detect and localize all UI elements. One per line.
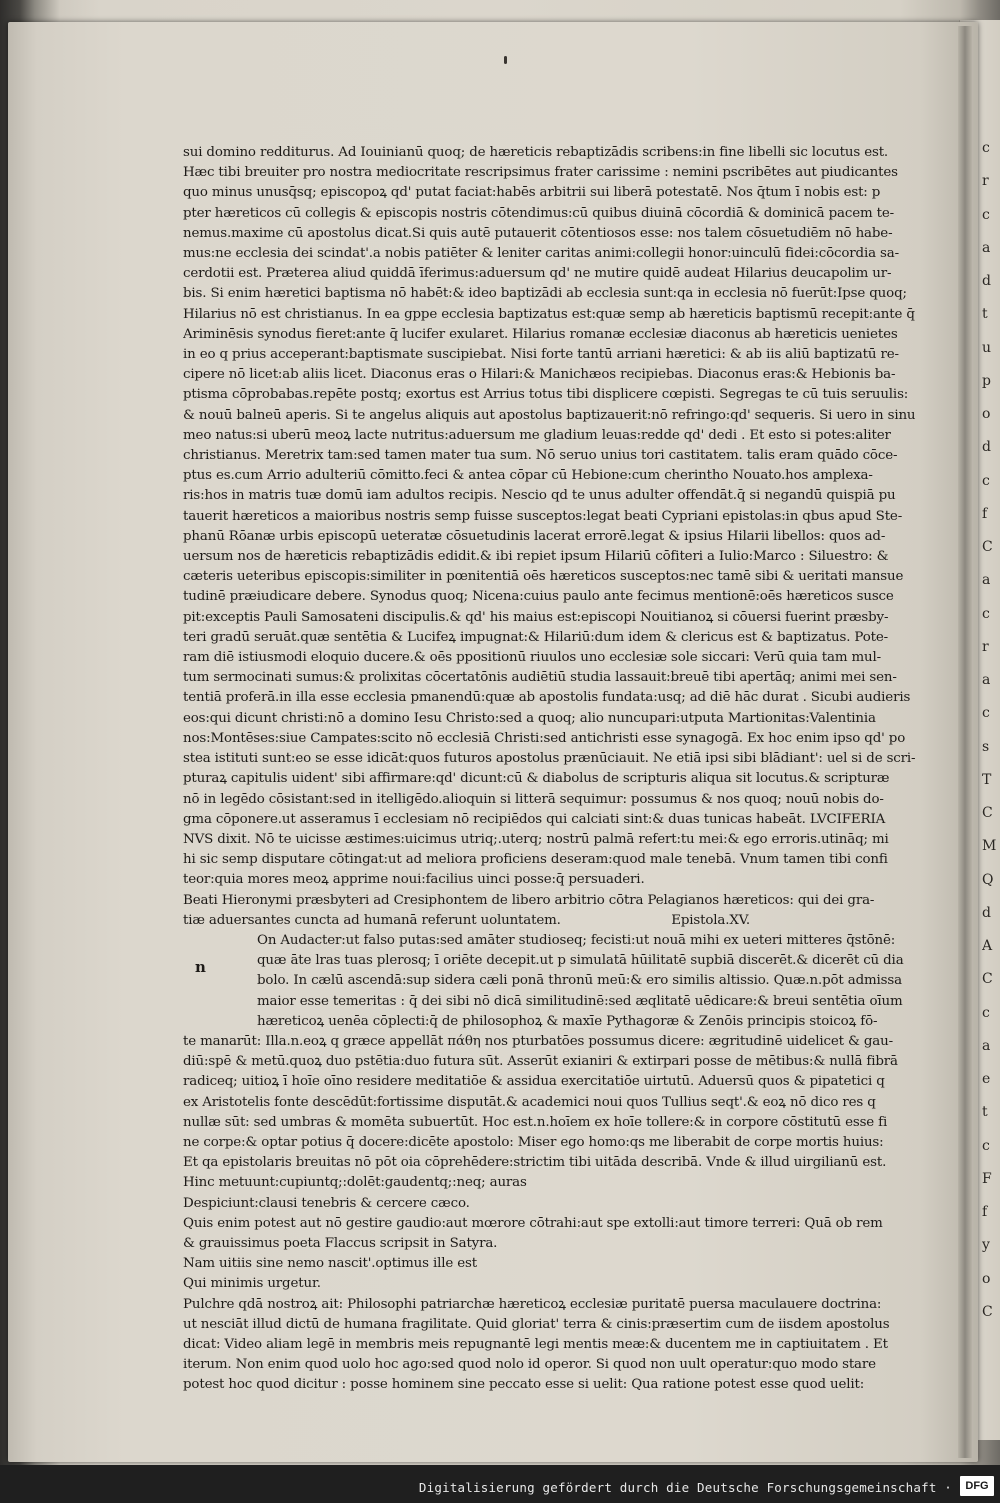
margin-letter: e xyxy=(982,1071,991,1087)
margin-letter: o xyxy=(982,406,991,422)
text-line: potest hoc quod dicitur : posse hominem sine peccato esse si uelit: Qua ratione potest esse quod uelit: xyxy=(183,1377,865,1393)
text-line: cerdotii est. Præterea aliud quiddā īferimus:aduersum qd' ne mutire quidē audeat Hilarius deucapolim ur- xyxy=(183,266,892,282)
epistola-label: Epistola.XV. xyxy=(671,912,750,928)
text-line: te manarūt: Illa.n.eoꝝ q græce appellāt πάθη nos pturbatōes possumus dicere: ægritudinē uidelicet & gau- xyxy=(183,1033,893,1049)
book-gutter xyxy=(958,26,972,1458)
margin-letter: c xyxy=(982,140,990,156)
text-line: Pulchre qdā nostroꝝ ait: Philosophi patriarchæ hæreticoꝝ ecclesiæ puritatē puersa maculauere doctrina: xyxy=(183,1296,882,1312)
text-line: uersum nos de hæreticis rebaptizādis edidit.& ibi repiet ipsum Hilariū cōfiteri a Iulio:Marco : Siluestro: & xyxy=(183,549,889,565)
margin-letter: r xyxy=(982,638,989,655)
margin-letter: T xyxy=(982,771,992,788)
text-line: Ariminēsis synodus fieret:ante q̄ lucifer exularet. Hilarius romanæ ecclesiæ diaconus ab hæreticis uenietes xyxy=(183,326,898,342)
text-line: in eo q prius acceperant:baptismate suscipiebat. Nisi forte tantū arriani hæretici: & ab iis aliū baptizatū re- xyxy=(183,347,899,363)
margin-letter: a xyxy=(982,1037,991,1054)
dfg-logo-text: DFG xyxy=(965,1480,989,1492)
text-line: radiceq; uitioꝝ ī hoīe oīno residere meditatiōe & assidua exercitatiōe uirtutū. Aduersū quos & pipatetici q xyxy=(183,1074,885,1090)
text-line: tum sermocinati sumus:& prolixitas cōcertatōnis audiētiū studia lassauit:breuē tibi apertāq; animi mei sen- xyxy=(183,670,897,686)
margin-letter: C xyxy=(982,971,993,988)
footer-bar xyxy=(0,1465,1000,1503)
chapter-heading-line-1: Beati Hieronymi præsbyteri ad Cresiphontem de libero arbitrio cōtra Pelagianos hæreticos: qui dei gra- xyxy=(183,892,875,908)
text-line: Despiciunt:clausi tenebris & cercere cæco. xyxy=(183,1195,470,1211)
text-line: nemus.maxime cū apostolus dicat.Si quis autē putauerit cōtentiosos esse: nos talem cōsuetudiēm nō habe- xyxy=(183,225,893,241)
margin-letter: d xyxy=(982,439,991,456)
margin-letter: o xyxy=(982,1270,991,1287)
text-line: ut nesciāt illud dictū de humana fragilitate. Quid gloriat' terra & cinis:præsertim cum de iisdem apostolus xyxy=(183,1316,890,1332)
text-line: Hæc tibi breuiter pro nostra mediocritate rescripsimus frater carissime : nemini pscribētes aut piudicantes xyxy=(183,165,898,181)
text-line: Quis enim potest aut nō gestire gaudio:aut mœrore cōtrahi:aut spe extolli:aut timore terreri: Quā ob rem xyxy=(183,1215,883,1231)
margin-letter: F xyxy=(982,1170,992,1187)
text-line: stea istituti sunt:eo se esse idicāt:quos futuros apostolus prænūciauit. Ne etiā ipsi sibi blādiant': uel si de scri- xyxy=(183,751,915,767)
margin-letter: C xyxy=(982,539,993,555)
text-line: teor:quia mores meoꝝ apprime noui:facilius uinci posse:q̄ persuaderi. xyxy=(183,872,645,888)
main-paragraph xyxy=(183,143,915,891)
text-line: NVS dixit. Nō te uicisse æstimes:uicimus utriq;.uterq; nostrū palmā refert:tu mei:& ego erroris.utināq; mi xyxy=(183,831,889,847)
initial-letter-placeholder: n xyxy=(195,957,206,976)
margin-letter: c xyxy=(982,605,990,622)
text-line: ram diē istiusmodi eloquio ducere.& oēs ppositionū riuulos uno ecclesiæ sole siccari: Verū quia tam mul- xyxy=(183,650,882,666)
text-line: iterum. Non enim quod uolo hoc ago:sed quod nolo id operor. Si quod non uult operatur:quo modo stare xyxy=(183,1357,876,1373)
margin-letter: M xyxy=(982,838,997,855)
text-line: quo minus unusq̄sq; episcopoꝝ qd' putat faciat:habēs arbitrii sui liberā potestatē. Nos q̄tum ī nobis est: p xyxy=(183,185,881,201)
text-line: nō in legēdo cōsistant:sed in itelligēdo.alioquin si litterā sequimur: possumus & nos quoq; nouū nobis do- xyxy=(183,791,884,807)
text-line: cipere nō licet:ab aliis licet. Diaconus eras o Hilari:& Manichæos recipiebas. Diaconus eras:& Hebionis ba- xyxy=(183,367,896,383)
margin-letter: t xyxy=(982,306,988,323)
text-line: nos:Montēses:siue Campates:scito nō ecclesiā Christi:sed antichristi esse synagogā. Ex hoc enim ipso qd' po xyxy=(183,730,906,746)
text-line: ex Aristotelis fonte descēdūt:fortissime disputāt.& academici noui quos Tullius seqt'.& eoꝝ nō dico res q xyxy=(183,1094,876,1110)
margin-letter: a xyxy=(982,239,991,256)
text-line: tudinē præiudicare debere. Synodus quoq; Nicena:cuius paulo ante fecimus mentionē:oēs hæreticos susce xyxy=(183,589,894,605)
text-line: pturaꝝ capitulis uident' sibi affirmare:qd' dicunt:cū & diabolus de scripturis aliqua sit locutus.& scripturæ xyxy=(183,771,890,787)
text-line: dicat: Video aliam legē in membris meis repugnantē legi mentis meæ:& ducentem me in captiuitatem . Et xyxy=(183,1336,888,1352)
text-line: nullæ sūt: sed umbras & momēta subuertūt. Hoc est.n.hoīem ex hoīe tollere:& in corpore cōstitutū esse fi xyxy=(183,1114,888,1130)
margin-letter: c xyxy=(982,1004,990,1021)
text-line: Hinc metuunt:cupiuntq;:dolēt:gaudentq;:neq; auras xyxy=(183,1175,527,1191)
margin-letter: u xyxy=(982,339,992,356)
text-line: gma cōponere.ut asseramus ī ecclesiam nō recipiēdos qui calciati sint:& duas tunicas habeāt. LVCIFERIA xyxy=(183,811,886,827)
margin-letter: f xyxy=(982,1204,988,1220)
text-line: eos:qui dicunt christi:nō a domino Iesu Christo:sed a quoq; alio nuncupari:utputa Martionitas:Valentinia xyxy=(183,710,876,726)
margin-letter: r xyxy=(982,173,989,190)
margin-letter: t xyxy=(982,1104,988,1121)
text-line: bis. Si enim hæretici baptisma nō habēt:& ideo baptizādi ab ecclesia sunt:qa in ecclesia nō fuerūt:Ipse quoq; xyxy=(183,286,907,302)
margin-letter: d xyxy=(982,904,991,921)
margin-letter: C xyxy=(982,805,993,821)
margin-letter: y xyxy=(982,1237,990,1254)
indented-text-line: maior esse temeritas : q̄ dei sibi nō dicā similitudinē:sed æqlitatē uēdicare:& breui sentētia oīum xyxy=(257,993,903,1009)
margin-letter: C xyxy=(982,1303,993,1320)
text-line: tentiā proferā.in illa esse ecclesia pmanendū:quæ ab apostolis fundata:usq; ad diē hāc durat . Sicubi audieris xyxy=(183,690,911,706)
text-line: Qui minimis urgetur. xyxy=(183,1276,321,1292)
margin-letter: s xyxy=(982,738,990,755)
margin-letter: Q xyxy=(982,871,994,888)
indented-text-line: bolo. In cælū ascendā:sup sidera cæli ponā thronū meū:& ero similis altissio. Quæ.n.pōt admissa xyxy=(257,973,902,989)
margin-letter: a xyxy=(982,672,991,688)
facing-page-margin-letters xyxy=(982,140,1000,1320)
text-line: & nouū balneū aperis. Si te angelus aliquis aut apostolus baptizauerit:nō refringo:qd' sequeris. Si uero in sinu xyxy=(183,407,915,423)
margin-letter: c xyxy=(982,1137,990,1154)
dfg-logo xyxy=(960,1476,994,1496)
text-line: hi sic semp disputare cōtingat:ut ad meliora proficiens deseram:quod male tenebā. Vnum tamen tibi confi xyxy=(183,852,888,868)
text-line: pter hæreticos cū collegis & episcopis nostris cōtendimus:cū quibus diuinā cōcordiā & dominicā pacem te- xyxy=(183,205,895,221)
text-line: ris:hos in matris tuæ domū iam adultos recipis. Nescio qd te unus adulter offendāt.q̄ si negandū quispiā pu xyxy=(183,488,896,504)
text-line: ne corpe:& optar potius q̄ docere:dicēte apostolo: Miser ego homo:qs me liberabit de corpe mortis huius: xyxy=(183,1134,884,1150)
indented-text-line: On Audacter:ut falso putas:sed amāter studioseq; fecisti:ut nouā mihi ex ueteri mitteres q̄stōnē: xyxy=(257,932,896,948)
page-text xyxy=(183,143,915,1396)
margin-letter: c xyxy=(982,206,990,223)
margin-letter: p xyxy=(982,372,991,389)
text-line: mus:ne ecclesia dei scindat'.a nobis patiēter & leniter caritas animi:collegii honor:uinculū fidei:cōcordia sa- xyxy=(183,246,899,262)
text-line: ptisma cōprobabas.repēte postq; exortus est Arrius totus tibi displicere cœpisti. Segregas te cū tuis seruulis: xyxy=(183,387,909,403)
text-line: meo natus:si uberū meoꝝ lacte nutritus:aduersum me gladium leuas:redde qd' dedi . Et esto si potes:aliter xyxy=(183,427,891,443)
text-line: Hilarius nō est christianus. In ea gppe ecclesia baptizatus est:quæ semp ab hæreticis baptismū recepit:ante q̄ xyxy=(183,306,915,322)
heading-subtitle: tiæ aduersantes cuncta ad humanā referunt uoluntatem. xyxy=(183,912,561,928)
letter-opening xyxy=(183,931,915,1032)
page-speck xyxy=(504,56,507,64)
margin-letter: f xyxy=(982,505,988,522)
margin-letter: d xyxy=(982,273,991,289)
funding-notice: Digitalisierung gefördert durch die Deutsche Forschungsgemeinschaft · xyxy=(418,1480,952,1495)
margin-letter: c xyxy=(982,472,990,489)
text-line: ptus es.cum Arrio adulteriū cōmitto.feci & antea cōpar cū Hebione:cum cherintho Nouato.hos amplexa- xyxy=(183,468,873,484)
text-line: sui domino redditurus. Ad Iouinianū quoq; de hæreticis rebaptizādis scribens:in fine libelli sic locutus est. xyxy=(183,145,889,160)
text-line: phanū Rōanæ urbis episcopū ueteratæ cōsuetudinis lacerat errorē.legat & ipsius Hilarii libellos: quos ad- xyxy=(183,528,886,544)
margin-letter: a xyxy=(982,572,991,589)
text-line: & grauissimus poeta Flaccus scripsit in Satyra. xyxy=(183,1235,498,1251)
margin-letter: c xyxy=(982,705,990,722)
chapter-heading-line-2 xyxy=(183,911,915,931)
text-line: Et qa epistolaris breuitas nō pōt oia cōprehēdere:strictim tibi uitāda describā. Vnde & illud uirgilianū est. xyxy=(183,1155,887,1171)
text-line: Nam uitiis sine nemo nascit'.optimus ille est xyxy=(183,1256,477,1272)
text-line: pit:exceptis Pauli Samosateni discipulis.& qd' his maius est:episcopi Nouitianoꝝ si cōuersi fuerint præsby- xyxy=(183,609,889,625)
text-line: cæteris ueteribus episcopis:similiter in pœnitentiā oēs hæreticos susceptos:nec tamē sibi & ueritati mansue xyxy=(183,569,904,585)
text-line: christianus. Meretrix tam:sed tamen mater tua sum. Nō seruo unius tori castitatem. talis eram quādo cōce- xyxy=(183,448,898,464)
indented-text-line: quæ āte lras tuas plerosq; ī oriēte decepit.ut p simulatā hūilitatē supbiā discerēt.& dicerēt cū dia xyxy=(257,953,904,969)
indented-text-line: hæreticoꝝ uenēa cōplecti:q̄ de philosophoꝝ & maxīe Pythagoræ & Zenōis principis stoicoꝝ fō- xyxy=(257,1013,878,1029)
letter-body xyxy=(183,1032,915,1396)
text-line: tauerit hæreticos a maioribus nostris semp fuisse susceptos:legat beati Cypriani epistolas:in qbus apud Ste- xyxy=(183,508,903,524)
margin-letter: A xyxy=(982,938,993,954)
text-line: diū:spē & metū.quoꝝ duo pstētia:duo futura sūt. Asserūt exianiri & extirpari posse de mētibus:& nullā fibrā xyxy=(183,1054,898,1070)
text-line: teri gradū seruāt.quæ sentētia & Lucifeꝝ impugnat:& Hilariū:dum idem & clericus est & baptizatus. Pote- xyxy=(183,629,889,645)
